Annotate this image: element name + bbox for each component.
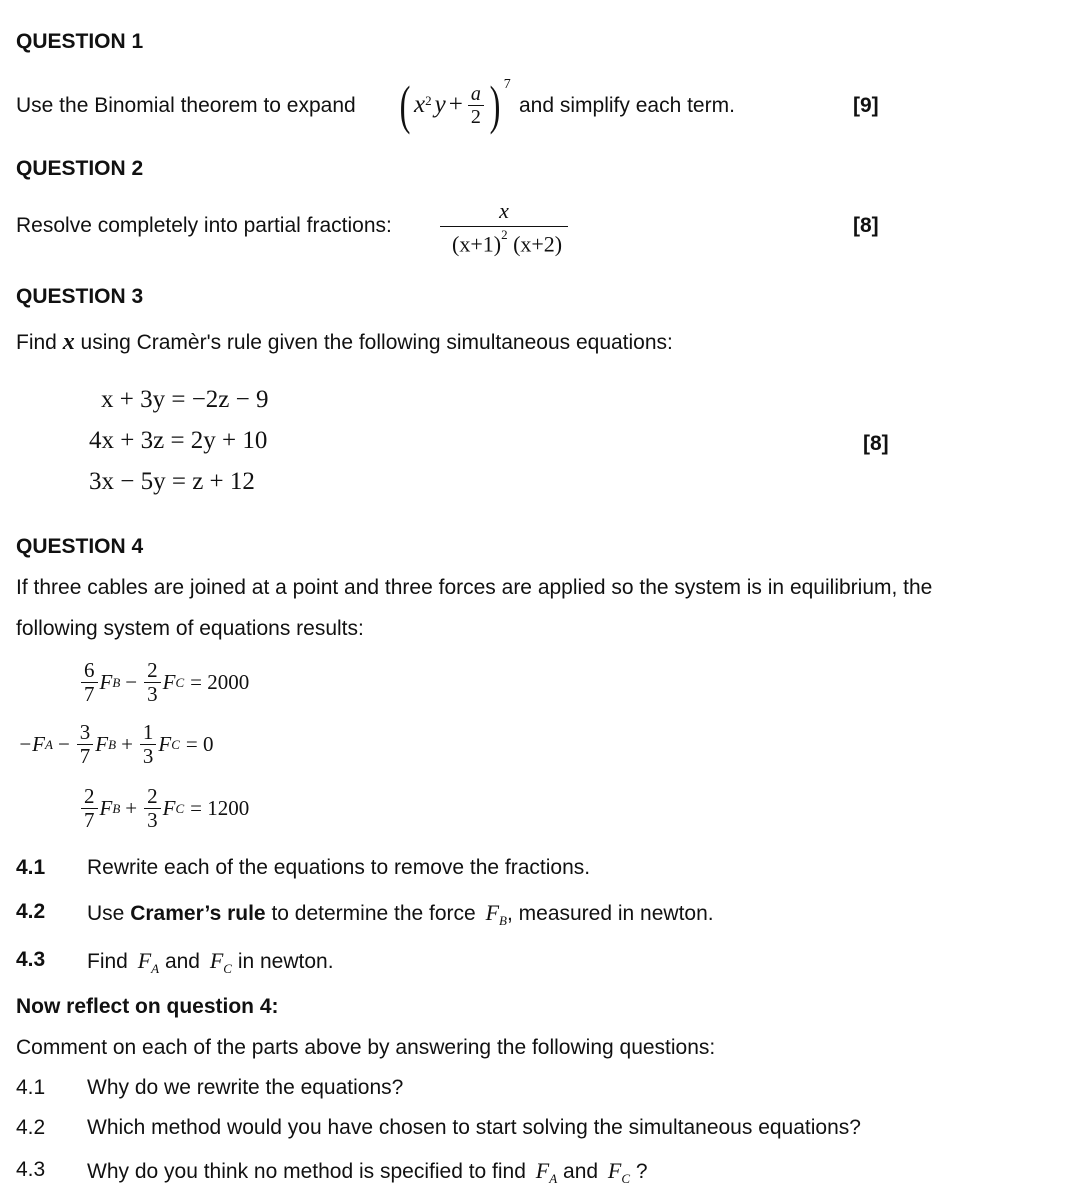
reflect-heading: Now reflect on question 4:: [16, 995, 279, 1018]
reflect-item-1-text: Why do we rewrite the equations?: [87, 1076, 404, 1099]
q3-equation-3: 3x − 5y = z + 12: [89, 468, 255, 495]
q1-marks: [9]: [853, 94, 879, 117]
q4-part-1-number: 4.1: [16, 856, 46, 879]
q4-part-2-text: Use Cramer’s rule to determine the force $F_B$, measured in newton.: [87, 900, 714, 929]
question-3-heading: QUESTION 3: [16, 285, 144, 308]
q2-marks: [8]: [853, 214, 879, 237]
question-2-heading: QUESTION 2: [16, 157, 144, 180]
q4-intro-line-2: following system of equations results:: [16, 617, 364, 640]
q1-text-after: and simplify each term.: [519, 94, 735, 117]
q3-intro: Find x using Cramèr's rule given the following simultaneous equations:: [16, 329, 673, 355]
reflect-item-2-text: Which method would you have chosen to start solving the simultaneous equations?: [87, 1116, 861, 1139]
q1-expression: ( x $^2$ y + $\frac{a}{2}$ ) $^7$: [399, 75, 511, 135]
reflect-intro: Comment on each of the parts above by answering the following questions:: [16, 1036, 716, 1059]
q3-equation-2: 4x + 3z = 2y + 10: [89, 427, 268, 454]
q4-part-2-number: 4.2: [16, 900, 46, 923]
q1-text-before: Use the Binomial theorem to expand: [16, 94, 356, 117]
reflect-item-3-number: 4.3: [16, 1158, 46, 1181]
reflect-item-1-number: 4.1: [16, 1076, 46, 1099]
q4-equation-2: −F A − $\frac{3}{7}$ F B + $\frac{1}{3}$ F C = 0: [18, 720, 214, 768]
q2-fraction: x $(x+1)^2$ (x+2): [440, 198, 568, 257]
question-1-heading: QUESTION 1: [16, 30, 144, 53]
q3-marks: [8]: [863, 432, 889, 455]
q4-part-3-text: Find $F_A$ and $F_C$ in newton.: [87, 948, 334, 977]
reflect-item-2-number: 4.2: [16, 1116, 46, 1139]
q4-intro-line-1: If three cables are joined at a point and three forces are applied so the system is in equilibrium, the: [16, 576, 933, 599]
q3-equation-1: x + 3y = −2z − 9: [101, 386, 269, 413]
question-4-heading: QUESTION 4: [16, 535, 144, 558]
q4-equation-1: $\frac{6}{7}$ F B − $\frac{2}{3}$ F C = 2000: [79, 660, 249, 705]
reflect-item-3-text: Why do you think no method is specified to find $F_A$ and $F_C$ ?: [87, 1158, 648, 1187]
q4-equation-3: $\frac{2}{7}$ F B + $\frac{2}{3}$ F C = 1200: [79, 786, 249, 831]
q4-part-1-text: Rewrite each of the equations to remove the fractions.: [87, 856, 591, 879]
q2-text: Resolve completely into partial fractions:: [16, 214, 392, 237]
q4-part-3-number: 4.3: [16, 948, 46, 971]
